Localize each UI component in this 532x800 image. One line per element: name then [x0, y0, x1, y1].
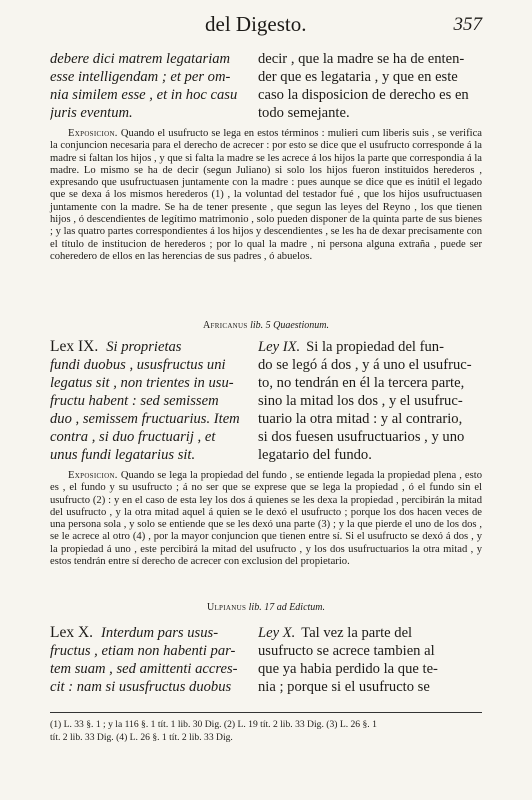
- footnotes: [50, 718, 482, 744]
- spanish-column: [258, 338, 482, 464]
- latin-line: unus fundi legatarius sit.: [50, 447, 196, 463]
- latin-line: contra , si duo fructuarij , et: [50, 429, 216, 445]
- source-citation: [50, 320, 482, 331]
- latin-line: cit : nam si ususfructus duobus: [50, 679, 232, 695]
- spanish-line: todo semejante.: [258, 105, 350, 121]
- lex-x-block: [50, 624, 482, 696]
- source-ref: lib. 17 ad Edictum.: [248, 602, 326, 613]
- latin-line: duo , semissem fructuarius. Item: [50, 411, 240, 427]
- spanish-line: usufructo se acrece tambien al: [258, 643, 435, 659]
- footnote-line: (1) L. 33 §. 1 ; y la 116 §. 1 tít. 1 lib. 30 Dig. (2) L. 19 tít. 2 lib. 33 Dig. (3) L. 26 §. 1: [50, 719, 377, 730]
- latin-line: Si proprietas: [106, 339, 182, 355]
- spanish-line: Tal vez la parte del: [301, 625, 413, 641]
- spanish-line: si dos fuesen usufructuarios , y uno: [258, 429, 465, 445]
- spanish-line: legatario del fundo.: [258, 447, 372, 463]
- page-number: 357: [453, 14, 482, 35]
- footnote-line: tít. 2 lib. 33 Dig. (4) L. 26 §. 1 tít. 2 lib. 33 Dig.: [50, 732, 233, 743]
- latin-line: fundi duobus , ususfructus uni: [50, 357, 226, 373]
- latin-line: Interdum pars usus-: [101, 625, 219, 641]
- source-citation: [50, 602, 482, 613]
- latin-line: juris eventum.: [50, 105, 133, 121]
- latin-column: [50, 50, 250, 122]
- spanish-line: Si la propiedad del fun-: [306, 339, 444, 355]
- latin-line: tem suam , sed amittenti accres-: [50, 661, 238, 677]
- latin-line: nia similem esse , et in hoc casu: [50, 87, 238, 103]
- latin-line: fructu habent : sed semissem: [50, 393, 219, 409]
- latin-line: legatus sit , non trientes in usu-: [50, 375, 234, 391]
- latin-line: fructus , etiam non habenti par-: [50, 643, 236, 659]
- spanish-line: der que es legataria , y que en este: [258, 69, 458, 85]
- latin-line: esse intelligendam ; et per om-: [50, 69, 231, 85]
- latin-column: [50, 338, 250, 464]
- spanish-column: [258, 624, 482, 696]
- lex-label: Lex IX.: [50, 338, 99, 355]
- spanish-column: [258, 50, 482, 122]
- spanish-line: que ya habia perdido la que te-: [258, 661, 438, 677]
- exposicion-paragraph: [50, 470, 482, 568]
- footnote-rule: [50, 712, 482, 713]
- source-ref: lib. 5 Quaestionum.: [250, 320, 329, 331]
- continuation-block: [50, 50, 482, 122]
- lex-ix-block: [50, 338, 482, 464]
- spanish-line: tuario la otra mitad : y al contrario,: [258, 411, 463, 427]
- book-page: [50, 0, 482, 800]
- page-header: [50, 12, 482, 42]
- ley-label: Ley X.: [258, 625, 296, 641]
- source-author: Africanus: [203, 320, 248, 331]
- running-title: del Digesto.: [205, 12, 307, 36]
- source-author: Ulpianus: [206, 602, 247, 613]
- exposicion-paragraph: [50, 128, 482, 263]
- spanish-line: sino la mitad los dos , y el usufruc-: [258, 393, 463, 409]
- spanish-line: decir , que la madre se ha de enten-: [258, 51, 465, 67]
- spanish-line: caso la disposicion de derecho es en: [258, 87, 469, 103]
- ley-label: Ley IX.: [258, 339, 301, 355]
- lex-label: Lex X.: [50, 624, 94, 641]
- exposicion-text: Quando se lega la propiedad del fundo , se entiende legada la propiedad plena , esto es , el fundo y su usufructo ; á no ser que se exprese que se lega la propiedad , ó el fundo sin el usufructo (2) : y en el caso de esta ley los dos á quienes se les dexa la propiedad , percibirán la mitad del usufructo , y la otra mitad aquel á quien se le dexó el usufructo ; porque los dos hacen veces de una persona sola , y solo se entiende que se les dexó una parte (3) ; y la que pierde el uno de los dos , se le acrece al otro (4) , por la mayor conjuncion que tienen entre sí. Si el usufructo se dexó á dos , y la propiedad á uno , este percibirá la mitad del usufructo , y los dos usufructuarios la otra mitad , y estos tendrán entre sí derecho de acrecer con exclusion del propietario.: [50, 470, 482, 568]
- spanish-line: to, no tendrán en él la tercera parte,: [258, 375, 465, 391]
- exposicion-text: Quando el usufructo se lega en estos términos : mulieri cum liberis suis , se verifica la conjuncion necesaria para el derecho de acrecer : por esto se dice que el usufructo corresponde á la madre si faltan los hijos , y que si falta la madre se les acrece á los hijos la parte que correspondia á la madre. Lo mismo se ha de decir (segun Juliano) si solo los hijos fueron instituidos herederos , expresando que usufructuasen juntamente con la madre : pues aunque se dice que es inútil el legado que se dexa á los mismos herederos (1) , la voluntad del testador fué , que los hijos usufructuasen juntamente con la madre. Se ha de tener presente , que segun las leyes del Reyno , los que tienen hijos , ó descendientes de legítimo matrimonio , solo pueden disponer de la quinta parte de sus bienes ; y las quatro partes correspondientes á los hijos y descendientes , se les ha de dexar precisamente con el título de institucion de herederos ; por lo qual la madre , ni persona alguna extraña , puede ser coheredero de ellos en las herencias de sus padres , ó abuelos.: [50, 128, 482, 262]
- latin-line: debere dici matrem legatariam: [50, 51, 231, 67]
- exposicion-label: Exposicion.: [68, 470, 118, 481]
- spanish-line: nia ; porque si el usufructo se: [258, 679, 430, 695]
- exposicion-label: Exposicion.: [68, 128, 118, 139]
- latin-column: [50, 624, 250, 696]
- spanish-line: do se legó á dos , y á uno el usufruc-: [258, 357, 472, 373]
